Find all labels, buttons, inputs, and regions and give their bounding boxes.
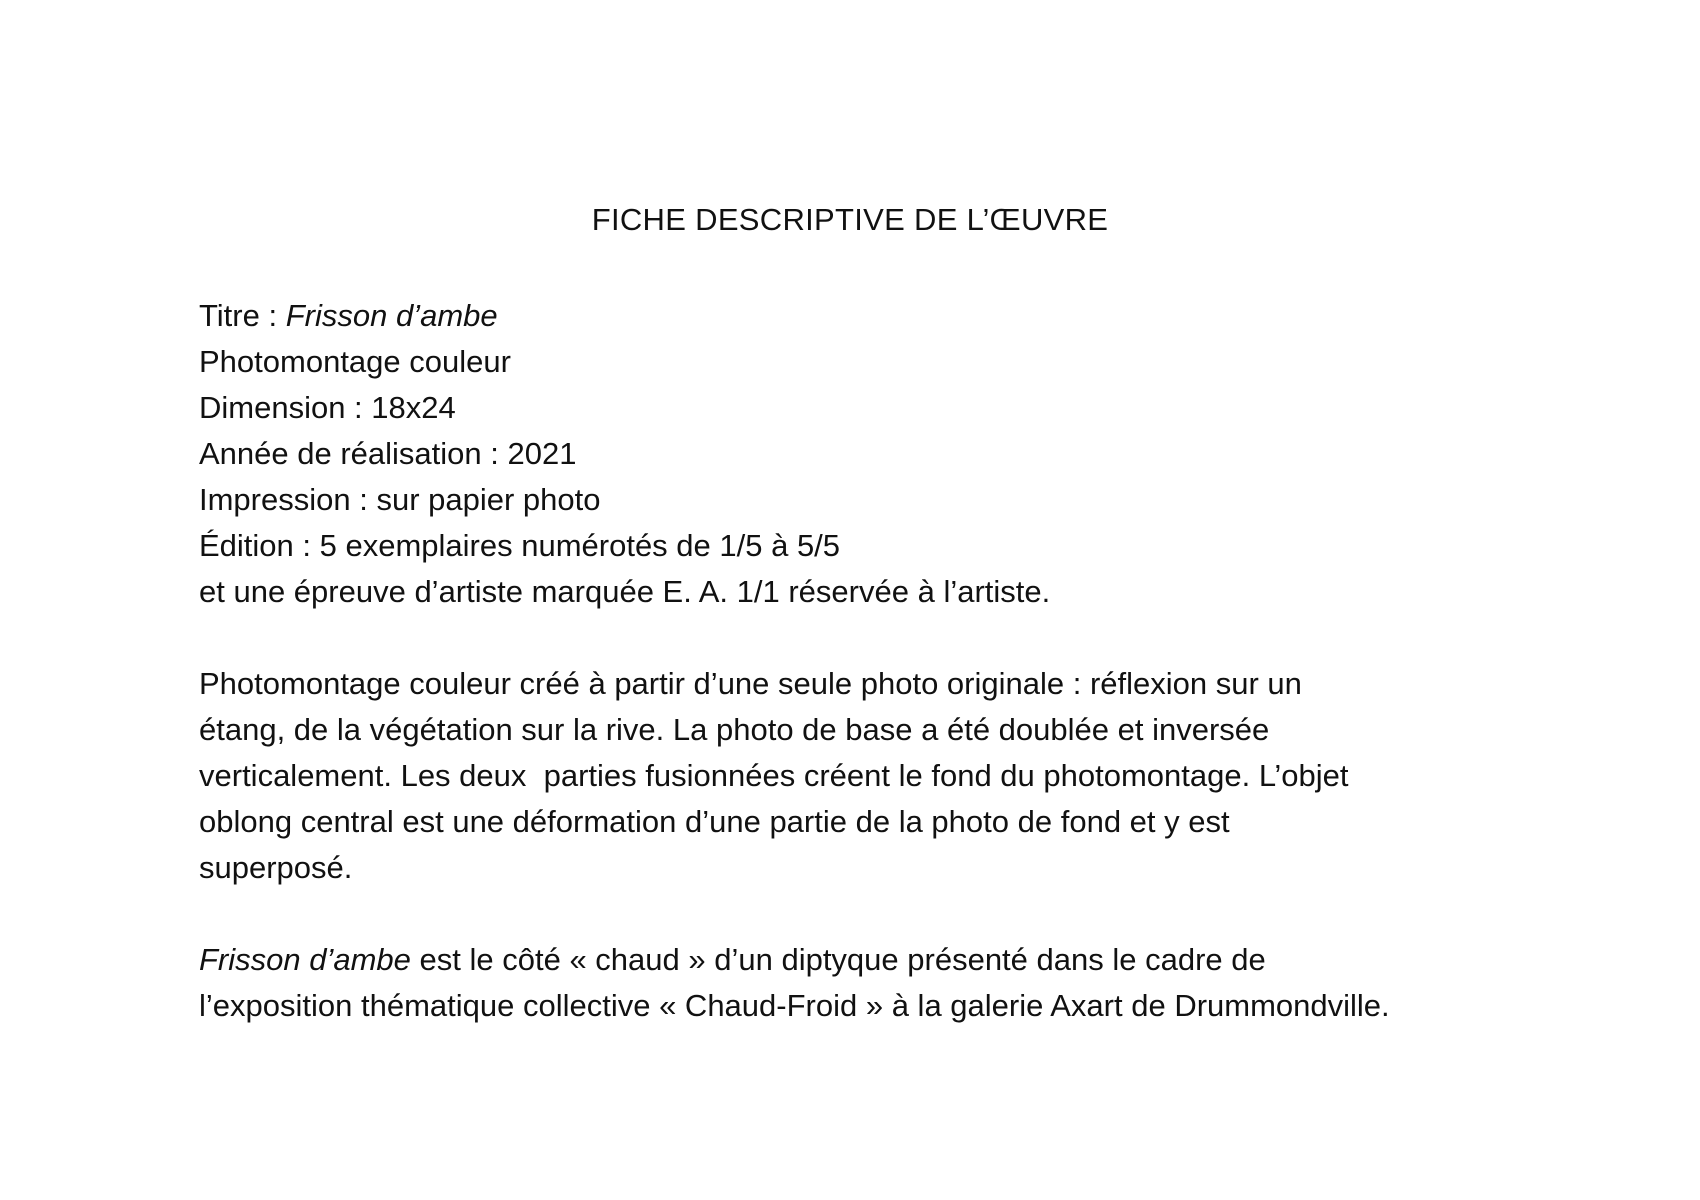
paragraph-gap xyxy=(199,891,1529,937)
context-line: l’exposition thématique collective « Chaud-Froid » à la galerie Axart de Drummondville. xyxy=(199,988,1390,1023)
context-artwork-title: Frisson d’ambe xyxy=(199,942,411,977)
document-body xyxy=(199,293,1529,1029)
edition-note-line: et une épreuve d’artiste marquée E. A. 1/1 réservée à l’artiste. xyxy=(199,574,1051,609)
year-line: Année de réalisation : 2021 xyxy=(199,436,577,471)
document-title: FICHE DESCRIPTIVE DE L’ŒUVRE xyxy=(591,202,1109,237)
printing-line: Impression : sur papier photo xyxy=(199,482,601,517)
artwork-details xyxy=(199,293,1529,615)
description-line: superposé. xyxy=(199,850,353,885)
artwork-title: Frisson d’ambe xyxy=(285,298,498,333)
context-text: est le côté « chaud » d’un diptyque présenté dans le cadre de xyxy=(410,942,1266,977)
title-line xyxy=(199,293,1529,339)
description-line: Photomontage couleur créé à partir d’une seule photo originale : réflexion sur un xyxy=(199,666,1302,701)
description-paragraph xyxy=(199,661,1529,891)
context-paragraph xyxy=(199,937,1529,1029)
paragraph-gap xyxy=(199,615,1529,661)
context-line xyxy=(199,937,1529,983)
description-line: oblong central est une déformation d’une partie de la photo de fond et y est xyxy=(199,804,1230,839)
edition-line: Édition : 5 exemplaires numérotés de 1/5 à 5/5 xyxy=(199,528,841,563)
dimension-line: Dimension : 18x24 xyxy=(199,390,456,425)
title-label: Titre : xyxy=(199,298,286,333)
technique-line: Photomontage couleur xyxy=(199,344,511,379)
description-line: verticalement. Les deux parties fusionnées créent le fond du photomontage. L’objet xyxy=(199,758,1349,793)
description-line: étang, de la végétation sur la rive. La photo de base a été doublée et inversée xyxy=(199,712,1270,747)
